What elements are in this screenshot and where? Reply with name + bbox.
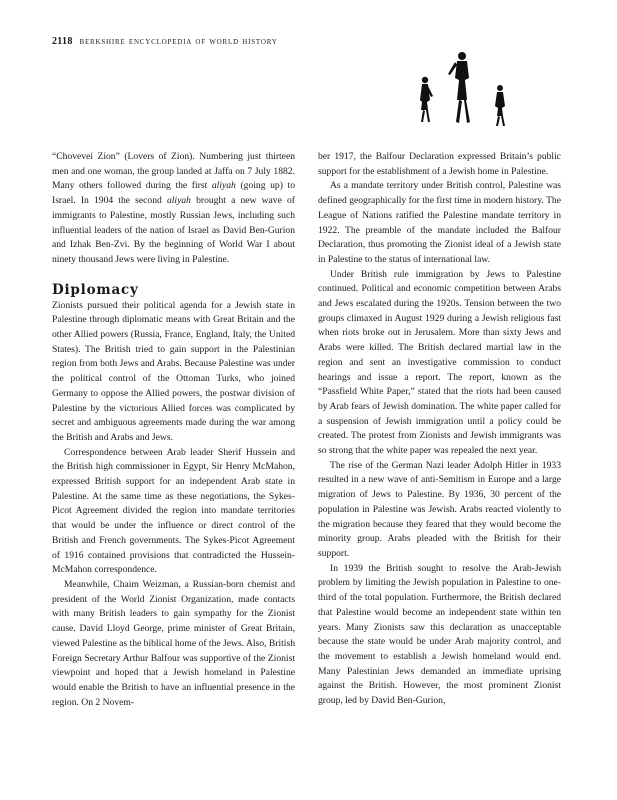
paragraph-nazi-rise: The rise of the German Nazi leader Adolph Hitler in 1933 resulted in a new wave of anti-Semitism in Europe and a large migration of Jews to Palestine. By 1936, 30 percent of the population in Palestine was Jewish. Arabs reacted violently to the migration because they feared that they would become the minority group. Arabs pleaded with the British for their support. <box>318 459 561 559</box>
figure-left <box>420 77 433 122</box>
running-header <box>52 36 278 47</box>
paragraph-balfour-declaration: ber 1917, the Balfour Declaration expressed Britain’s public support for the establishment of a Jewish home in Palestine. <box>318 151 561 177</box>
decorative-figures-illustration <box>410 48 520 128</box>
paragraph-zionists-arrival: “Chovevei Zion” (Lovers of Zion). Numbering just thirteen men and one woman, the group landed at Jaffa on 7 July 1882. Many others followed during the first aliyah (going up) to Israel. In 1904 the second aliyah brought a new wave of immigrants to Palestine, mostly Russian Jews, including such influential leaders of the nation of Israel as David Ben-Gurion and Izhak Ben-Zvi. By the beginning of World War I about ninety thousand Jews were living in Palestine. <box>52 151 295 265</box>
figure-center <box>448 52 470 123</box>
left-column <box>52 150 295 710</box>
figure-right <box>495 85 505 126</box>
paragraph-weizman: Meanwhile, Chaim Weizman, a Russian-born chemist and president of the World Zionist Organization, made contacts with many British leaders to gain sympathy for the Zionist cause. David Lloyd George, prime minister of Great Britain, viewed Palestine as the biblical home of the Jews. Also, British Foreign Secretary Arthur Balfour was supportive of the Zionist viewpoint and hoped that a Jewish homeland in Palestine would enable the British to have an influential presence in the region. On 2 Novem- <box>52 578 296 708</box>
paragraph-hussein-mcmahon: Correspondence between Arab leader Sherif Hussein and the British high commissioner in Egypt, Sir Henry McMahon, expressed British support for an independent Arab state in Palestine. At the same time as these negotiations, the Sykes-Picot Agreement divided the region into mandate territories that would be under the influence or direct control of the British and French governments. The Sykes-Picot Agreement of 1916 contained provisions that contradicted the Hussein-McMahon correspondence. <box>52 446 295 576</box>
right-column <box>318 150 561 709</box>
paragraph-diplomacy-intro: Zionists pursued their political agenda for a Jewish state in Palestine through diplomatic means with Great Britain and the other Allied powers (Russia, France, England, Italy, the United States). The British tried to gain support in the Palestinian region from both Jews and Arabs. Because Palestine was under the political control of the Ottoman Turks, who joined Germany to oppose the Allied powers, the postwar division of Palestine by the victorious Allied forces was complicated by secret and ambiguous agreements made during the war among the British and Arabs and Jews. <box>52 299 295 443</box>
running-title: berkshire encyclopedia of world history <box>79 36 278 47</box>
section-heading-diplomacy: Diplomacy <box>52 281 139 298</box>
paragraph-mandate-territory: As a mandate territory under British control, Palestine was defined geographically for the first time in modern history. The League of Nations ratified the Palestine mandate territory in 1922. The preamble of the mandate included the Balfour Declaration, thus promoting the Zionist ideal of a Jewish state in Palestine to the status of international law. <box>318 180 561 265</box>
paragraph-british-rule: Under British rule immigration by Jews to Palestine continued. Political and economic competition between Arabs and Jews escalated during the 1920s. Tension between the two groups climaxed in August 1929 during a Jewish religious fast when riots broke out in Jerusalem. More than sixty Jews and Arabs were killed. The British declared martial law in the region and sent an investigative commission to conduct hearings and issue a report. The report, known as the “Passfield White Paper,” stated that the riots had been caused by Arab fears of Jewish domination. The white paper called for a suspension of Jewish immigration until a policy could be created. The protest from Zionists and Jewish immigrants was so strong that the white paper was repealed the next year. <box>318 268 561 457</box>
paragraph-1939-white-paper: In 1939 the British sought to resolve the Arab-Jewish problem by limiting the Jewish population in Palestine to one-third of the total population. Furthermore, the British declared that Palestine would become an independent state within ten years. Many Zionists saw this declaration as unacceptable because the state would be under Arab majority control, and the movement to establish a Jewish homeland would end. Many Palestinian Jews demanded an immediate uprising against the British. However, the most prominent Zionist group, led by David Ben-Gurion, <box>318 562 561 707</box>
page-number: 2118 <box>52 36 73 47</box>
